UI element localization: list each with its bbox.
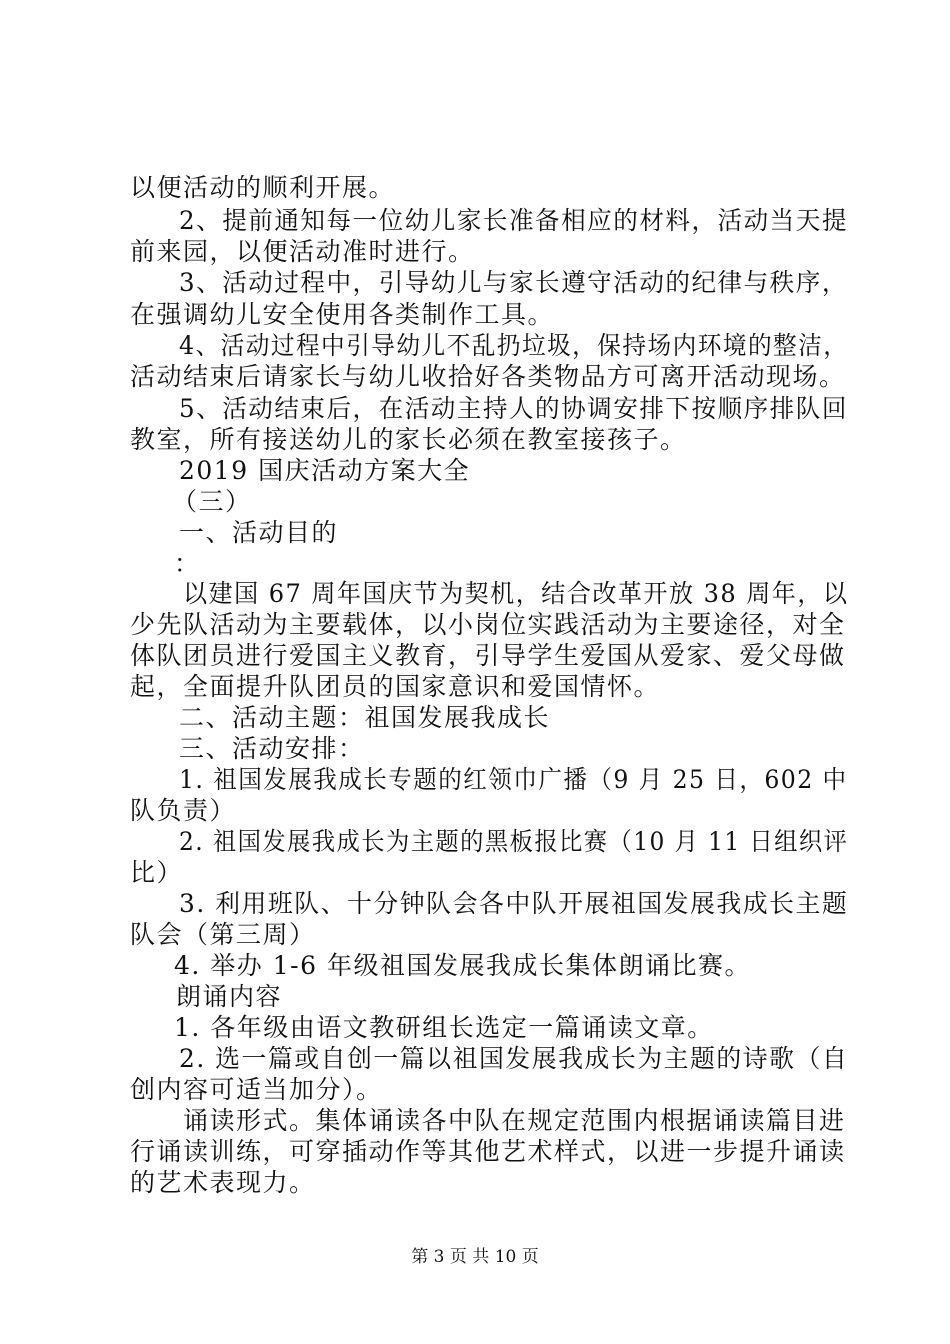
text-line: 4、活动过程中引导幼儿不乱扔垃圾，保持场内环境的整洁， — [179, 331, 849, 360]
section-heading: 朗诵内容 — [176, 982, 283, 1011]
text-line: 体队团员进行爱国主义教育，引导学生爱国从爱家、爱父母做 — [130, 641, 846, 670]
list-item: 3. 利用班队、十分钟队会各中队开展祖国发展我成长主题 — [179, 889, 849, 918]
text-line: 2、提前通知每一位幼儿家长准备相应的材料，活动当天提 — [179, 206, 848, 235]
text-line: 的艺术表现力。 — [130, 1168, 316, 1197]
list-item: 4. 举办 1-6 年级祖国发展我成长集体朗诵比赛。 — [174, 951, 751, 980]
text-line: 队负责） — [130, 796, 237, 825]
text-line: 活动结束后请家长与幼儿收拾好各类物品方可离开活动现场。 — [130, 362, 846, 391]
text-line: 起，全面提升队团员的国家意识和爱国情怀。 — [130, 672, 661, 701]
text-line: 诵读形式。集体诵读各中队在规定范围内根据诵读篇目进 — [183, 1106, 846, 1135]
text-line: 在强调幼儿安全使用各类制作工具。 — [130, 300, 555, 329]
text-line: 队会（第三周） — [130, 920, 316, 949]
section-heading: （三） — [172, 487, 252, 516]
page-number-footer: 第 3 页 共 10 页 — [411, 1247, 539, 1267]
section-heading: 2019 国庆活动方案大全 — [179, 456, 471, 485]
text-line: 行诵读训练，可穿插动作等其他艺术样式，以进一步提升诵读 — [130, 1137, 846, 1166]
section-heading: 二、活动主题：祖国发展我成长 — [179, 703, 551, 732]
text-line: 创内容可适当加分）。 — [130, 1075, 383, 1104]
list-item: 2. 祖国发展我成长为主题的黑板报比赛（10 月 11 日组织评 — [179, 827, 849, 856]
text-line: 少先队活动为主要载体，以小岗位实践活动为主要途径，对全 — [130, 610, 846, 639]
text-line: 以便活动的顺利开展。 — [130, 173, 396, 202]
text-line: 3、活动过程中，引导幼儿与家长遵守活动的纪律与秩序， — [179, 268, 848, 297]
text-line: 以建国 67 周年国庆节为契机，结合改革开放 38 周年，以 — [183, 579, 849, 608]
text-line: 5、活动结束后，在活动主持人的协调安排下按顺序排队回 — [179, 394, 848, 423]
text-line: 前来园，以便活动准时进行。 — [130, 237, 475, 266]
section-heading: 一、活动目的 — [179, 518, 339, 547]
text-line: 教室，所有接送幼儿的家长必须在教室接孩子。 — [130, 425, 687, 454]
text-line: 比） — [130, 858, 184, 887]
list-item: 2. 选一篇或自创一篇以祖国发展我成长为主题的诗歌（自 — [179, 1044, 849, 1073]
section-heading: 三、活动安排： — [179, 734, 365, 763]
text-line: ： — [174, 549, 201, 578]
list-item: 1. 各年级由语文教研组长选定一篇诵读文章。 — [174, 1013, 714, 1042]
list-item: 1. 祖国发展我成长专题的红领巾广播（9 月 25 日，602 中 — [179, 765, 848, 794]
